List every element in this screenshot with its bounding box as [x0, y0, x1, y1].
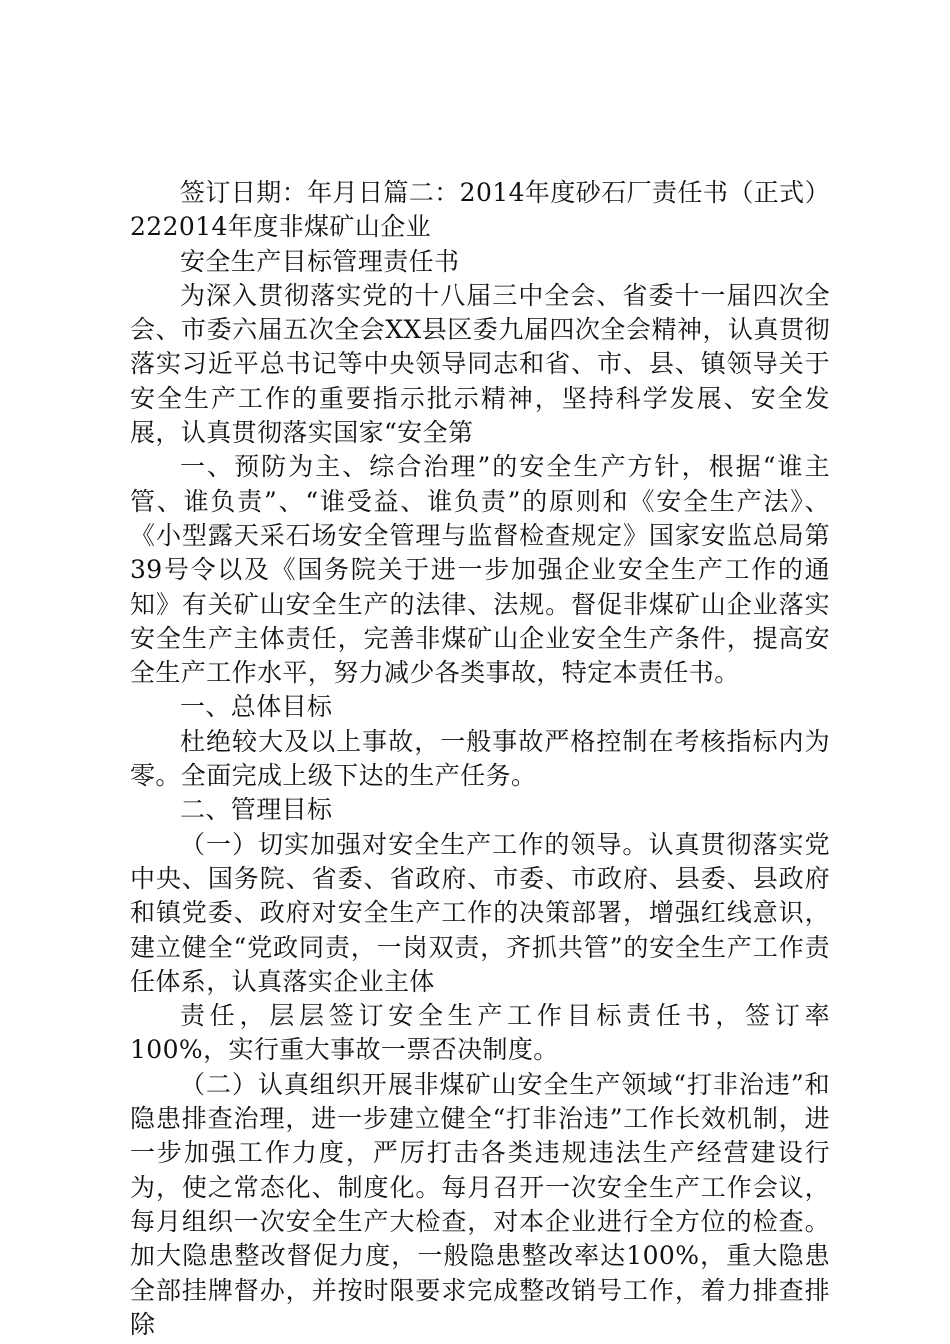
document-body [130, 176, 830, 1342]
heading-overall-goal: 一、总体目标 [180, 692, 333, 722]
heading-management-goal: 二、管理目标 [180, 795, 333, 825]
paragraph-responsibility: 责任，层层签订安全生产工作目标责任书，签订率100%，实行重大事故一票否决制度。 [130, 1001, 830, 1065]
paragraph-hazard-control: （二）认真组织开展非煤矿山安全生产领域“打非治违”和隐患排查治理，进一步建立健全“打非治违”工作长效机制，进一步加强工作力度，严厉打击各类违规违法生产经营建设行为，使之常态化、制度化。每月召开一次安全生产工作会议，每月组织一次安全生产大检查，对本企业进行全方位的检查。加大隐患整改督促力度，一般隐患整改率达100%，重大隐患全部挂牌督办，并按时限要求完成整改销号工作，着力排查排除 [130, 1069, 830, 1339]
paragraph-overall-goal: 杜绝较大及以上事故，一般事故严格控制在考核指标内为零。全面完成上级下达的生产任务。 [130, 726, 830, 791]
paragraph-signing-date-title: 签订日期：年月日篇二：2014年度砂石厂责任书（正式）222014年度非煤矿山企业 [130, 178, 830, 242]
paragraph-policy: 一、预防为主、综合治理”的安全生产方针，根据“谁主管、谁负责”、“谁受益、谁负责”的原则和《安全生产法》、《小型露天采石场安全管理与监督检查规定》国家安监总局第39号令以及《国务院关于进一步加强企业安全生产工作的通知》有关矿山安全生产的法律、法规。督促非煤矿山企业落实安全生产主体责任，完善非煤矿山企业安全生产条件，提高安全生产工作水平，努力减少各类事故，特定本责任书。 [130, 452, 830, 688]
paragraph-intro: 为深入贯彻落实党的十八届三中全会、省委十一届四次全会、市委六届五次全会XX县区委九届四次全会精神，认真贯彻落实习近平总书记等中央领导同志和省、市、县、镇领导关于安全生产工作的重要指示批示精神，坚持科学发展、安全发展，认真贯彻落实国家“安全第 [130, 280, 830, 448]
paragraph-subtitle: 安全生产目标管理责任书 [180, 246, 460, 276]
paragraph-leadership: （一）切实加强对安全生产工作的领导。认真贯彻落实党中央、国务院、省委、省政府、市委、市政府、县委、县政府和镇党委、政府对安全生产工作的决策部署，增强红线意识，建立健全“党政同责，一岗双责，齐抓共管”的安全生产工作责任体系，认真落实企业主体 [130, 829, 830, 996]
